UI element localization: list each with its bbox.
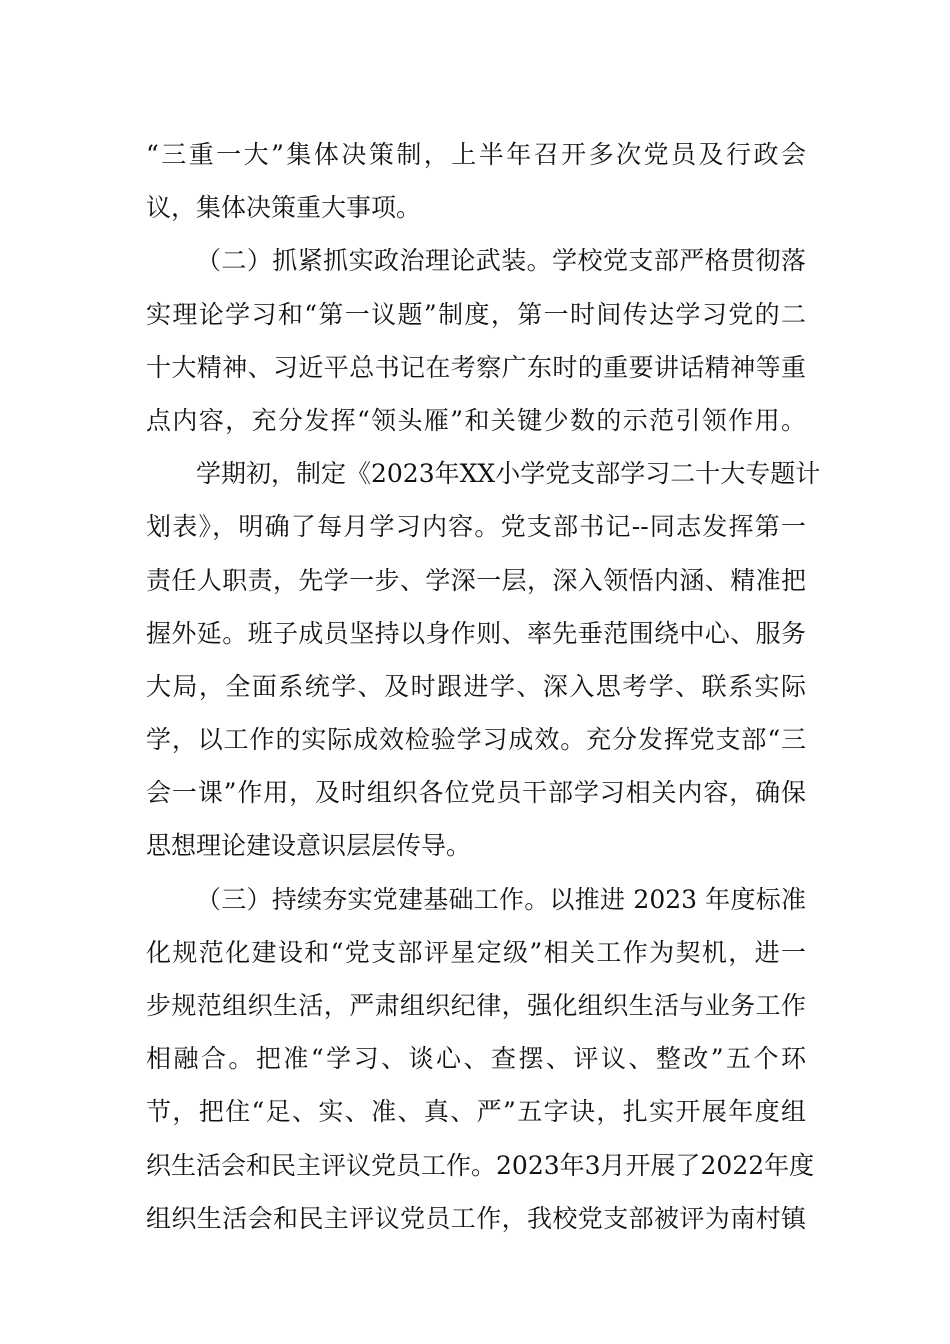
paragraph-start-line: 学期初，制定《2023年XX小学党支部学习二十大专题计 xyxy=(196,459,821,489)
section-heading-line: （三）持续夯实党建基础工作。以推进 2023 年度标准 xyxy=(196,884,806,914)
text-line: 织生活会和民主评议党员工作。2023年3月开展了2022年度 xyxy=(146,1150,815,1180)
text-line: 思想理论建设意识层层传导。 xyxy=(146,831,472,861)
text-line: 学，以工作的实际成效检验学习成效。充分发挥党支部“三 xyxy=(146,725,806,755)
text-line: 十大精神、习近平总书记在考察广东时的重要讲话精神等重 xyxy=(146,352,806,382)
section-heading-line: （二）抓紧抓实政治理论武装。学校党支部严格贯彻落 xyxy=(196,246,806,276)
text-line: 议，集体决策重大事项。 xyxy=(146,193,422,223)
text-line: 责任人职责，先学一步、学深一层，深入领悟内涵、精准把 xyxy=(146,565,806,595)
text-line: 点内容，充分发挥“领头雁”和关键少数的示范引领作用。 xyxy=(146,405,806,435)
text-line: 划表》，明确了每月学习内容。党支部书记--同志发挥第一 xyxy=(146,512,806,542)
text-line: 节，把住“足、实、准、真、严”五字诀，扎实开展年度组 xyxy=(146,1097,806,1127)
text-line: 相融合。把准“学习、谈心、查摆、评议、整改”五个环 xyxy=(146,1044,806,1074)
text-line: 化规范化建设和“党支部评星定级”相关工作为契机，进一 xyxy=(146,937,806,967)
body-text xyxy=(146,128,821,1245)
text-line: “三重一大”集体决策制，上半年召开多次党员及行政会 xyxy=(146,140,806,169)
text-line: 组织生活会和民主评议党员工作，我校党支部被评为南村镇 xyxy=(146,1203,806,1233)
text-line: 握外延。班子成员坚持以身作则、率先垂范围绕中心、服务 xyxy=(146,618,806,648)
text-line: 会一课”作用，及时组织各位党员干部学习相关内容，确保 xyxy=(146,778,806,808)
text-line: 步规范组织生活，严肃组织纪律，强化组织生活与业务工作 xyxy=(146,991,806,1020)
text-line: 实理论学习和“第一议题”制度，第一时间传达学习党的二 xyxy=(146,299,806,329)
text-line: 大局，全面系统学、及时跟进学、深入思考学、联系实际 xyxy=(146,671,806,701)
